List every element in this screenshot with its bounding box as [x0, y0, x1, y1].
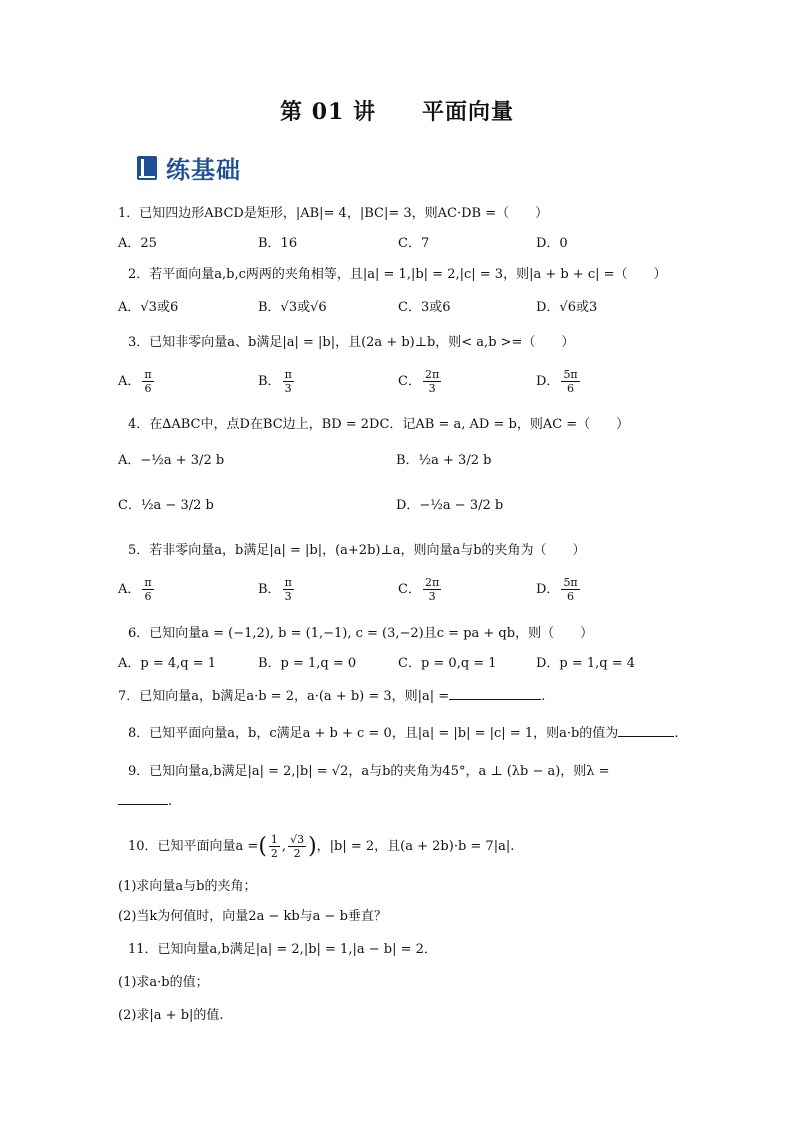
q10-vec-den2: 2 [293, 847, 301, 860]
q3-a-label: A． [118, 374, 141, 389]
q9-answer-blank[interactable] [118, 792, 168, 805]
q3-option-a [118, 368, 156, 395]
q3-a-den: 6 [144, 382, 152, 395]
q10-stem-pre: 10．已知平面向量a = [128, 839, 259, 854]
q5-b-label: B． [258, 582, 281, 597]
question-5-stem: 5．若非零向量a，b满足|a| = |b|，(a+2b)⊥a，则向量a与b的夹角为（ ） [128, 543, 586, 558]
q5-option-d [536, 576, 582, 603]
q3-c-den: 3 [428, 382, 436, 395]
q3-d-label: D． [536, 374, 560, 389]
question-11-sub2: (2)求|a + b|的值. [118, 1008, 224, 1023]
q1-option-d: D．0 [536, 236, 568, 251]
q5-d-label: D． [536, 582, 560, 597]
q5-option-a [118, 576, 156, 603]
q5-a-num: π [144, 576, 152, 589]
q3-c-label: C． [398, 374, 421, 389]
q2-option-b: B．√3或√6 [258, 300, 327, 315]
q10-stem-post: ，|b| = 2，且(a + 2b)·b = 7|a|. [316, 839, 515, 854]
q5-b-den: 3 [284, 590, 292, 603]
q6-option-c: C．p = 0,q = 1 [398, 656, 497, 671]
q10-vec-num1: 1 [270, 833, 278, 846]
q8-end: . [674, 726, 679, 741]
question-1-stem: 1．已知四边形ABCD是矩形，|AB|= 4，|BC|= 3，则AC·DB =（ ） [118, 206, 549, 221]
q5-b-num: π [284, 576, 292, 589]
question-7 [118, 685, 545, 704]
q5-d-num: 5π [563, 576, 578, 589]
book-icon [136, 155, 158, 181]
question-2-stem: 2．若平面向量a,b,c两两的夹角相等，且|a| = 1,|b| = 2,|c| = 3，则|a + b + c| =（ ） [128, 267, 667, 282]
q6-option-a: A．p = 4,q = 1 [118, 656, 217, 671]
q6-option-b: B．p = 1,q = 0 [258, 656, 357, 671]
q4-option-d: D．−½a − 3/2 b [396, 498, 504, 513]
q3-b-den: 3 [284, 382, 292, 395]
q4-option-b: B．½a + 3/2 b [396, 453, 492, 468]
q5-c-den: 3 [428, 590, 436, 603]
q3-b-label: B． [258, 374, 281, 389]
q3-a-num: π [144, 368, 152, 381]
q3-option-b [258, 368, 296, 395]
q1-option-b: B．16 [258, 236, 298, 251]
q5-d-den: 6 [567, 590, 575, 603]
question-8 [128, 722, 678, 741]
q5-a-den: 6 [144, 590, 152, 603]
q5-option-b [258, 576, 296, 603]
question-10-stem: 10．已知平面向量a =( $\frac{1}{2}$ , $\frac{√3}{2}$ )，|b| = 2，且(a + 2b)·b = 7|a|. [128, 833, 515, 860]
page-title: 第 01 讲 平面向量 [280, 99, 514, 125]
q3-option-c [398, 368, 443, 395]
q6-option-d: D．p = 1,q = 4 [536, 656, 636, 671]
q4-option-c: C．½a − 3/2 b [118, 498, 214, 513]
q10-vec-num2: √3 [290, 833, 305, 846]
q2-option-d: D．√6或3 [536, 300, 598, 315]
section-header [136, 150, 241, 185]
question-11-sub1: (1)求a·b的值； [118, 975, 209, 990]
question-10-sub1: (1)求向量a与b的夹角； [118, 879, 257, 894]
q8-answer-blank[interactable] [618, 724, 674, 737]
q5-option-c [398, 576, 443, 603]
question-6-stem: 6．已知向量a = (−1,2), b = (1,−1), c = (3,−2)且c = pa + qb，则（ ） [128, 626, 594, 641]
q2-option-c: C．3或6 [398, 300, 451, 315]
q4-option-a: A．−½a + 3/2 b [118, 453, 225, 468]
question-3-stem: 3．已知非零向量a、b满足|a| = |b|，且(2a + b)⊥b，则< a,b >=（ ） [128, 335, 575, 350]
q3-option-d [536, 368, 582, 395]
q1-option-c: C．7 [398, 236, 430, 251]
q3-b-num: π [284, 368, 292, 381]
question-10-sub2: (2)当k为何值时，向量2a − kb与a − b垂直？ [118, 909, 387, 924]
q5-a-label: A． [118, 582, 141, 597]
q9-end: . [168, 794, 173, 809]
section-label: 练基础 [166, 156, 241, 184]
q7-answer-blank[interactable] [449, 687, 541, 700]
question-11-stem: 11．已知向量a,b满足|a| = 2,|b| = 1,|a − b| = 2． [128, 942, 437, 957]
q7-end: . [541, 689, 546, 704]
q3-c-num: 2π [424, 368, 440, 381]
q5-c-label: C． [398, 582, 421, 597]
q2-option-a: A．√3或6 [118, 300, 179, 315]
question-4-stem: 4．在∆ABC中，点D在BC边上，BD = 2DC．记AB = a, AD = b，则AC =（ ） [128, 417, 630, 432]
question-9-answer-line [118, 792, 172, 809]
q5-c-num: 2π [424, 576, 440, 589]
question-7-stem: 7．已知向量a，b满足a·b = 2，a·(a + b) = 3，则|a| = [118, 689, 450, 704]
question-8-stem: 8．已知平面向量a，b，c满足a + b + c = 0，且|a| = |b| = |c| = 1，则a·b的值为 [128, 726, 619, 741]
q3-d-num: 5π [563, 368, 578, 381]
q10-vec-den1: 2 [270, 847, 278, 860]
q1-option-a: A．25 [118, 236, 157, 251]
q3-d-den: 6 [567, 382, 575, 395]
question-9-stem: 9．已知向量a,b满足|a| = 2,|b| = √2，a与b的夹角为45°，a ⊥ (λb − a)，则λ = [128, 764, 610, 779]
